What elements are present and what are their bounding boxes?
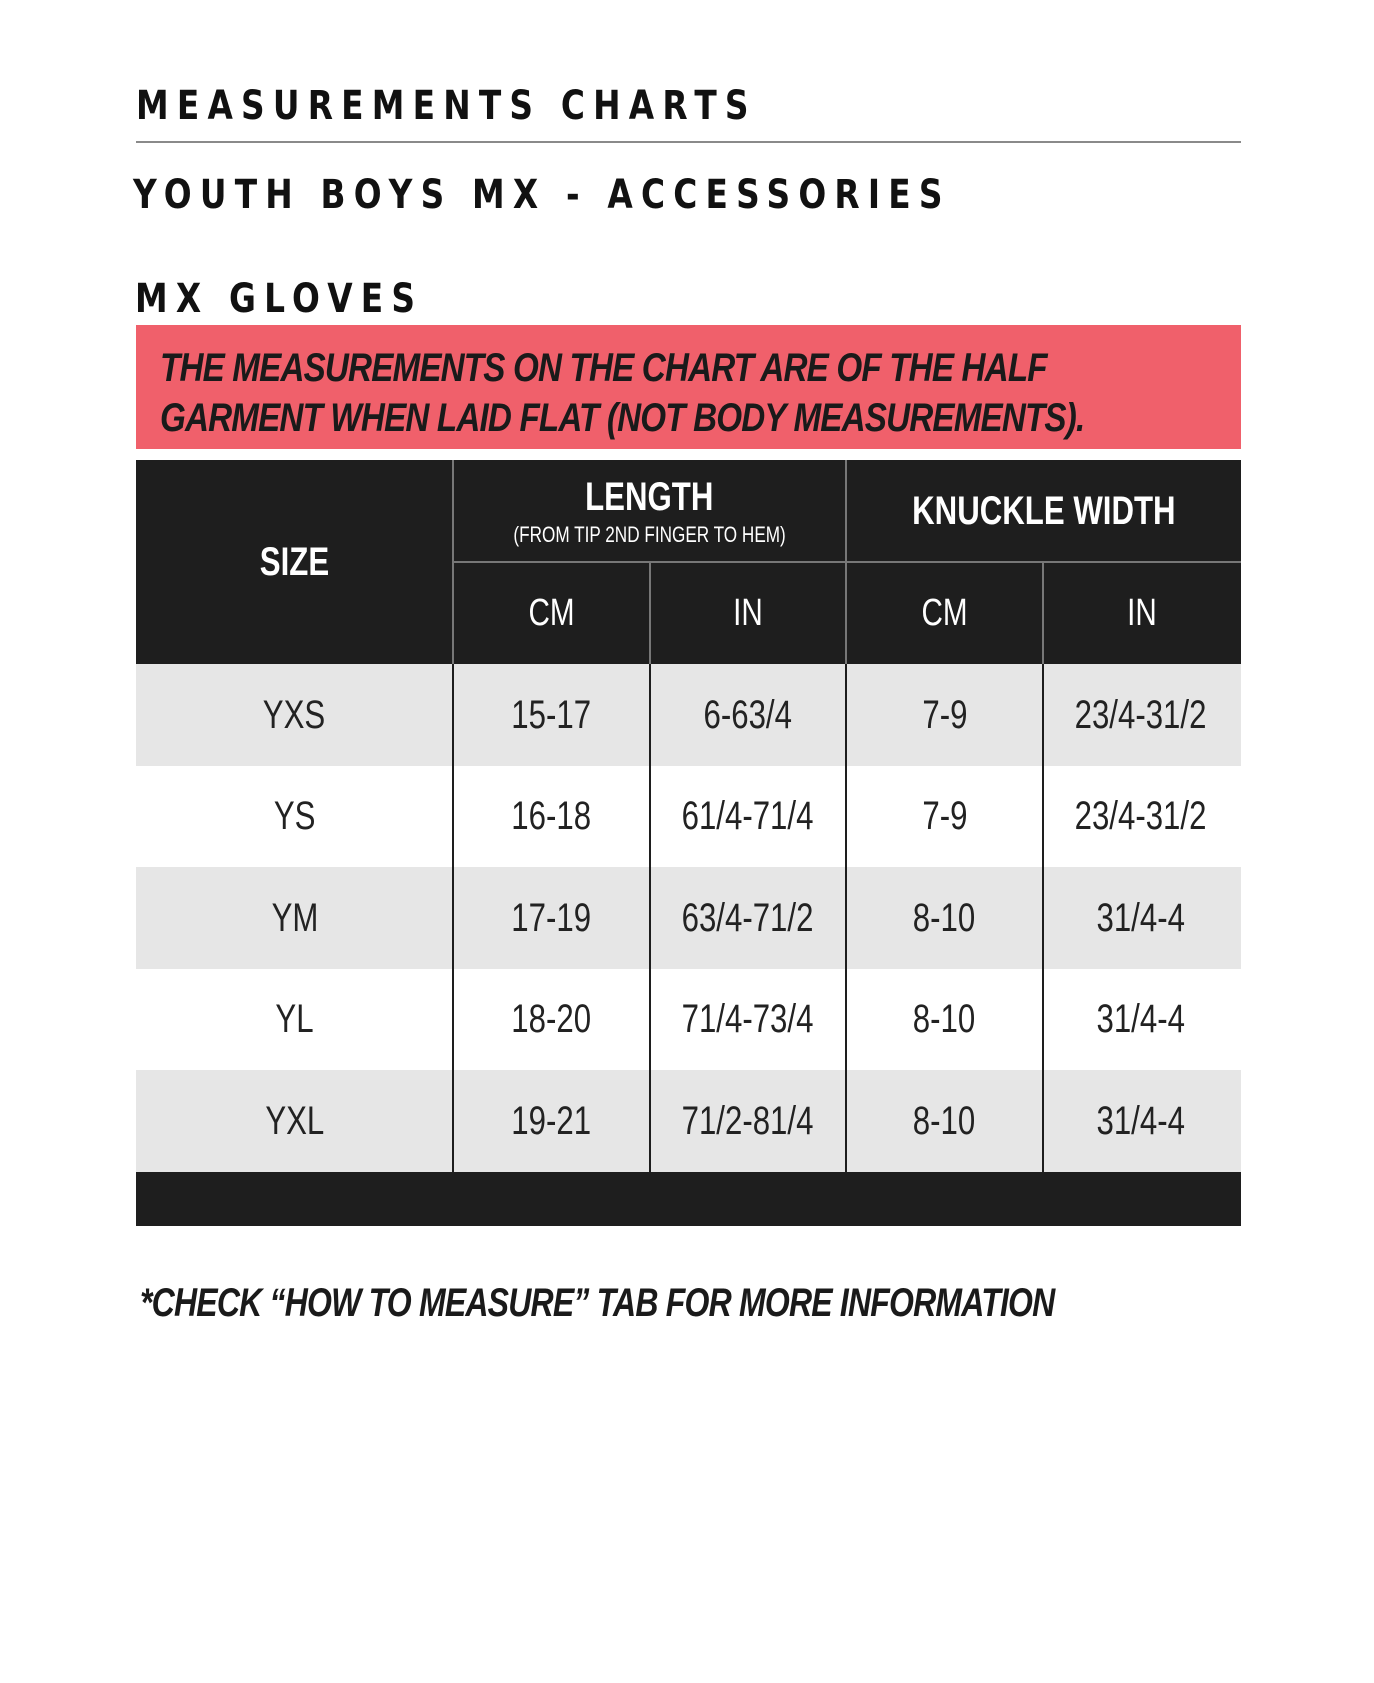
length-cm-cell (453, 766, 650, 867)
size-cell (136, 1070, 453, 1172)
knuckle-in-cell (1043, 766, 1239, 867)
length-in-header (650, 562, 846, 664)
size-cell-value: YXL (265, 1098, 324, 1143)
length-cm-cell (453, 969, 650, 1070)
knuckle-width-group-header (846, 460, 1241, 562)
length-cm-cell (453, 1070, 650, 1172)
size-cell (136, 867, 453, 969)
header-divider (649, 562, 651, 664)
length-in-cell-value: 71/4-73/4 (682, 997, 814, 1041)
knuckle-cm-cell-value: 8-10 (913, 895, 976, 940)
header-divider (1042, 562, 1044, 664)
size-cell-value: YXS (263, 692, 326, 737)
length-cm-cell (453, 867, 650, 969)
knuckle-cm-cell-value: 8-10 (913, 997, 976, 1041)
knuckle-in-cell (1043, 969, 1239, 1070)
length-cm-cell-value: 15-17 (511, 692, 592, 737)
length-cm-cell-value: 17-19 (511, 895, 592, 940)
length-cm-cell-value: 18-20 (511, 997, 592, 1041)
knuckle-cm-cell (846, 969, 1043, 1070)
measurement-notice-text: THE MEASUREMENTS ON THE CHART ARE OF THE HALF GARMENT WHEN LAID FLAT (NOT BODY MEASUREMENTS). (160, 346, 1085, 440)
knuckle-in-cell (1043, 664, 1239, 766)
length-cm-cell-value: 19-21 (511, 1098, 592, 1143)
knuckle-cm-cell (846, 664, 1043, 766)
length-in-cell-value: 61/4-71/4 (682, 794, 814, 838)
knuckle-in-cell-value: 23/4-31/2 (1075, 794, 1207, 838)
length-group-title: LENGTH (585, 474, 714, 519)
length-in-cell (650, 867, 846, 969)
knuckle-cm-header (846, 562, 1043, 664)
length-in-cell-value: 6-63/4 (703, 692, 793, 737)
length-group-subtitle: (FROM TIP 2ND FINGER TO HEM) (513, 521, 786, 547)
knuckle-in-cell (1043, 867, 1239, 969)
how-to-measure-note: *CHECK “HOW TO MEASURE” TAB FOR MORE INFORMATION (140, 1281, 1055, 1325)
page-title: MEASUREMENTS CHARTS (136, 83, 757, 129)
knuckle-cm-cell-value: 8-10 (913, 1098, 976, 1143)
length-in-cell-value: 71/2-81/4 (682, 1098, 814, 1143)
length-in-cell-value: 63/4-71/2 (682, 895, 814, 940)
knuckle-cm-cell (846, 766, 1043, 867)
category-heading: YOUTH BOYS MX - ACCESSORIES (133, 172, 951, 218)
knuckle-in-cell (1043, 1070, 1239, 1172)
knuckle-in-header (1043, 562, 1241, 664)
size-cell-value: YS (273, 794, 316, 838)
knuckle-in-header-label: IN (1127, 591, 1157, 634)
size-cell (136, 664, 453, 766)
size-cell-value: YM (271, 895, 318, 940)
length-in-cell (650, 1070, 846, 1172)
length-cm-cell (453, 664, 650, 766)
column-divider (845, 664, 847, 1172)
knuckle-in-cell-value: 31/4-4 (1096, 895, 1186, 940)
size-cell-value: YL (275, 997, 314, 1041)
size-cell (136, 766, 453, 867)
length-in-cell (650, 664, 846, 766)
knuckle-in-cell-value: 31/4-4 (1096, 997, 1186, 1041)
length-in-header-label: IN (733, 591, 763, 634)
knuckle-cm-cell (846, 1070, 1043, 1172)
length-cm-header-label: CM (528, 591, 575, 634)
length-in-cell (650, 969, 846, 1070)
length-cm-header (453, 562, 650, 664)
knuckle-cm-header-label: CM (921, 591, 968, 634)
column-divider (1042, 664, 1044, 1172)
size-column-header (136, 460, 453, 664)
measurement-notice-banner (136, 325, 1241, 449)
knuckle-cm-cell-value: 7-9 (921, 692, 968, 737)
length-cm-cell-value: 16-18 (511, 794, 592, 838)
size-column-header-label: SIZE (259, 539, 330, 584)
product-heading: MX GLOVES (135, 276, 424, 322)
column-divider (452, 664, 454, 1172)
length-group-header (453, 460, 846, 562)
header-divider (453, 561, 1241, 563)
length-in-cell (650, 766, 846, 867)
size-cell (136, 969, 453, 1070)
knuckle-in-cell-value: 31/4-4 (1096, 1098, 1186, 1143)
knuckle-width-group-title: KNUCKLE WIDTH (911, 488, 1176, 533)
unit-logo: UNIT (1099, 1643, 1215, 1683)
knuckle-cm-cell (846, 867, 1043, 969)
title-divider (136, 141, 1241, 143)
knuckle-in-cell-value: 23/4-31/2 (1075, 692, 1207, 737)
column-divider (649, 664, 651, 1172)
knuckle-cm-cell-value: 7-9 (921, 794, 968, 838)
